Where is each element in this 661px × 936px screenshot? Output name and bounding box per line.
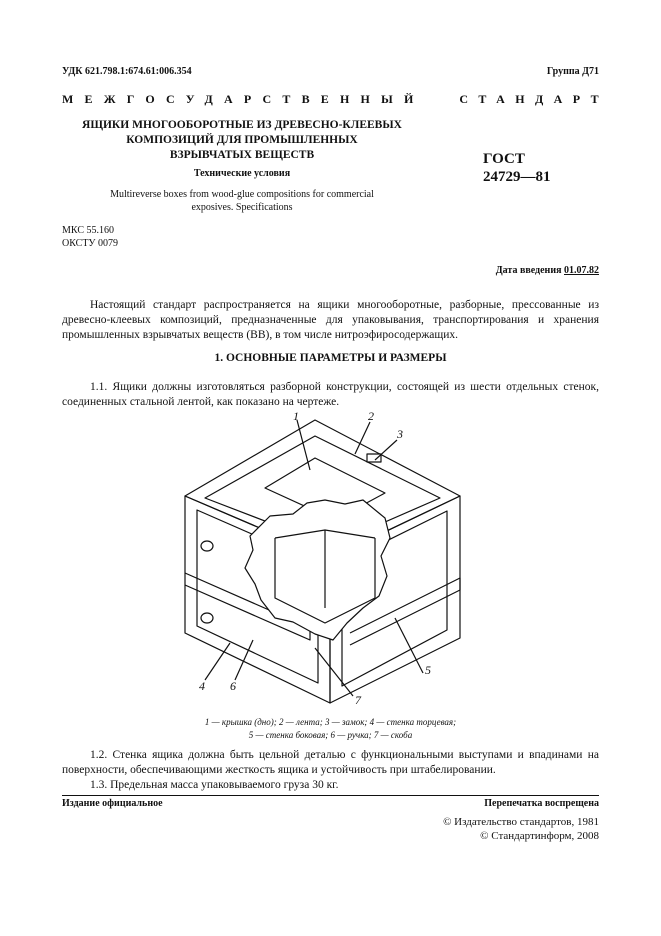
gost-label: ГОСТ bbox=[483, 151, 525, 167]
mks-code: МКС 55.160 bbox=[62, 225, 114, 236]
intro-paragraph: Настоящий стандарт распространяется на ящики многооборотные, разборные, прессованные из древесно-клеевых композиций, предназначенные для упаковывания, транспортирования и хранения промышленных взрывчатых веществ (ВВ), в том числе нитроэфиросодержащих. bbox=[62, 299, 599, 341]
banner-right: СТАНДАРТ bbox=[459, 92, 609, 106]
date-label: Дата введения bbox=[495, 265, 562, 276]
subtitle-tech-conditions: Технические условия bbox=[193, 168, 291, 179]
title-line-1: ЯЩИКИ МНОГООБОРОТНЫЕ ИЗ ДРЕВЕСНО-КЛЕЕВЫХ bbox=[82, 119, 402, 131]
figure-label-7: 7 bbox=[355, 693, 361, 707]
document-title bbox=[62, 118, 422, 163]
caption-line-2: 5 — стенка боковая; 6 — ручка; 7 — скоба bbox=[248, 730, 413, 740]
figure-label-1: 1 bbox=[293, 409, 299, 423]
caption-line-1: 1 — крышка (дно); 2 — лента; 3 — замок; 4 — стенка торцевая; bbox=[204, 717, 457, 727]
footer-divider bbox=[62, 795, 599, 796]
figure-label-6: 6 bbox=[230, 679, 236, 693]
figure-label-5: 5 bbox=[425, 663, 431, 677]
gost-number: 24729—81 bbox=[483, 169, 551, 185]
clause-1-3: 1.3. Предельная масса упаковываемого груза 30 кг. bbox=[90, 779, 339, 791]
title-line-3: ВЗРЫВЧАТЫХ ВЕЩЕСТВ bbox=[169, 149, 315, 161]
banner-left: МЕЖГОСУДАРСТВЕННЫЙ bbox=[62, 92, 425, 106]
figure-label-4: 4 bbox=[199, 679, 205, 693]
title-line-2: КОМПОЗИЦИЙ ДЛЯ ПРОМЫШЛЕННЫХ bbox=[126, 134, 358, 146]
english-title bbox=[62, 188, 422, 214]
clause-1-1: 1.1. Ящики должны изготовляться разборной конструкции, состоящей из шести отдельных стенок, соединенных стальной лентой, как показано на чертеже. bbox=[62, 381, 599, 408]
date-value: 01.07.82 bbox=[564, 265, 599, 276]
group-code: Группа Д71 bbox=[546, 66, 599, 77]
english-title-line-2: exposives. Specifications bbox=[191, 202, 293, 213]
english-title-line-1: Multireverse boxes from wood-glue compositions for commercial bbox=[110, 189, 374, 200]
clause-1-2: 1.2. Стенка ящика должна быть цельной деталью с функциональными выступами и впадинами на поверхности, обеспечивающими жесткость ящика и устойчивость при штабелировании. bbox=[62, 749, 599, 776]
classification-codes bbox=[62, 224, 118, 250]
okstu-code: ОКСТУ 0079 bbox=[62, 238, 119, 249]
copyright-block bbox=[443, 815, 599, 843]
copyright-2: © Стандартинформ, 2008 bbox=[480, 830, 599, 842]
reprint-prohibited: Перепечатка воспрещена bbox=[484, 798, 599, 809]
gost-designation bbox=[483, 150, 551, 186]
figure-label-2: 2 bbox=[368, 409, 374, 423]
udk-code: УДК 621.798.1:674.61:006.354 bbox=[62, 66, 192, 77]
section-1-heading: 1. ОСНОВНЫЕ ПАРАМЕТРЫ И РАЗМЕРЫ bbox=[214, 352, 447, 364]
figure-label-3: 3 bbox=[397, 427, 403, 441]
figure-caption bbox=[62, 716, 599, 742]
copyright-1: © Издательство стандартов, 1981 bbox=[443, 816, 599, 828]
introduction-date bbox=[496, 265, 599, 276]
box-drawing bbox=[175, 408, 475, 708]
official-edition: Издание официальное bbox=[62, 798, 163, 809]
